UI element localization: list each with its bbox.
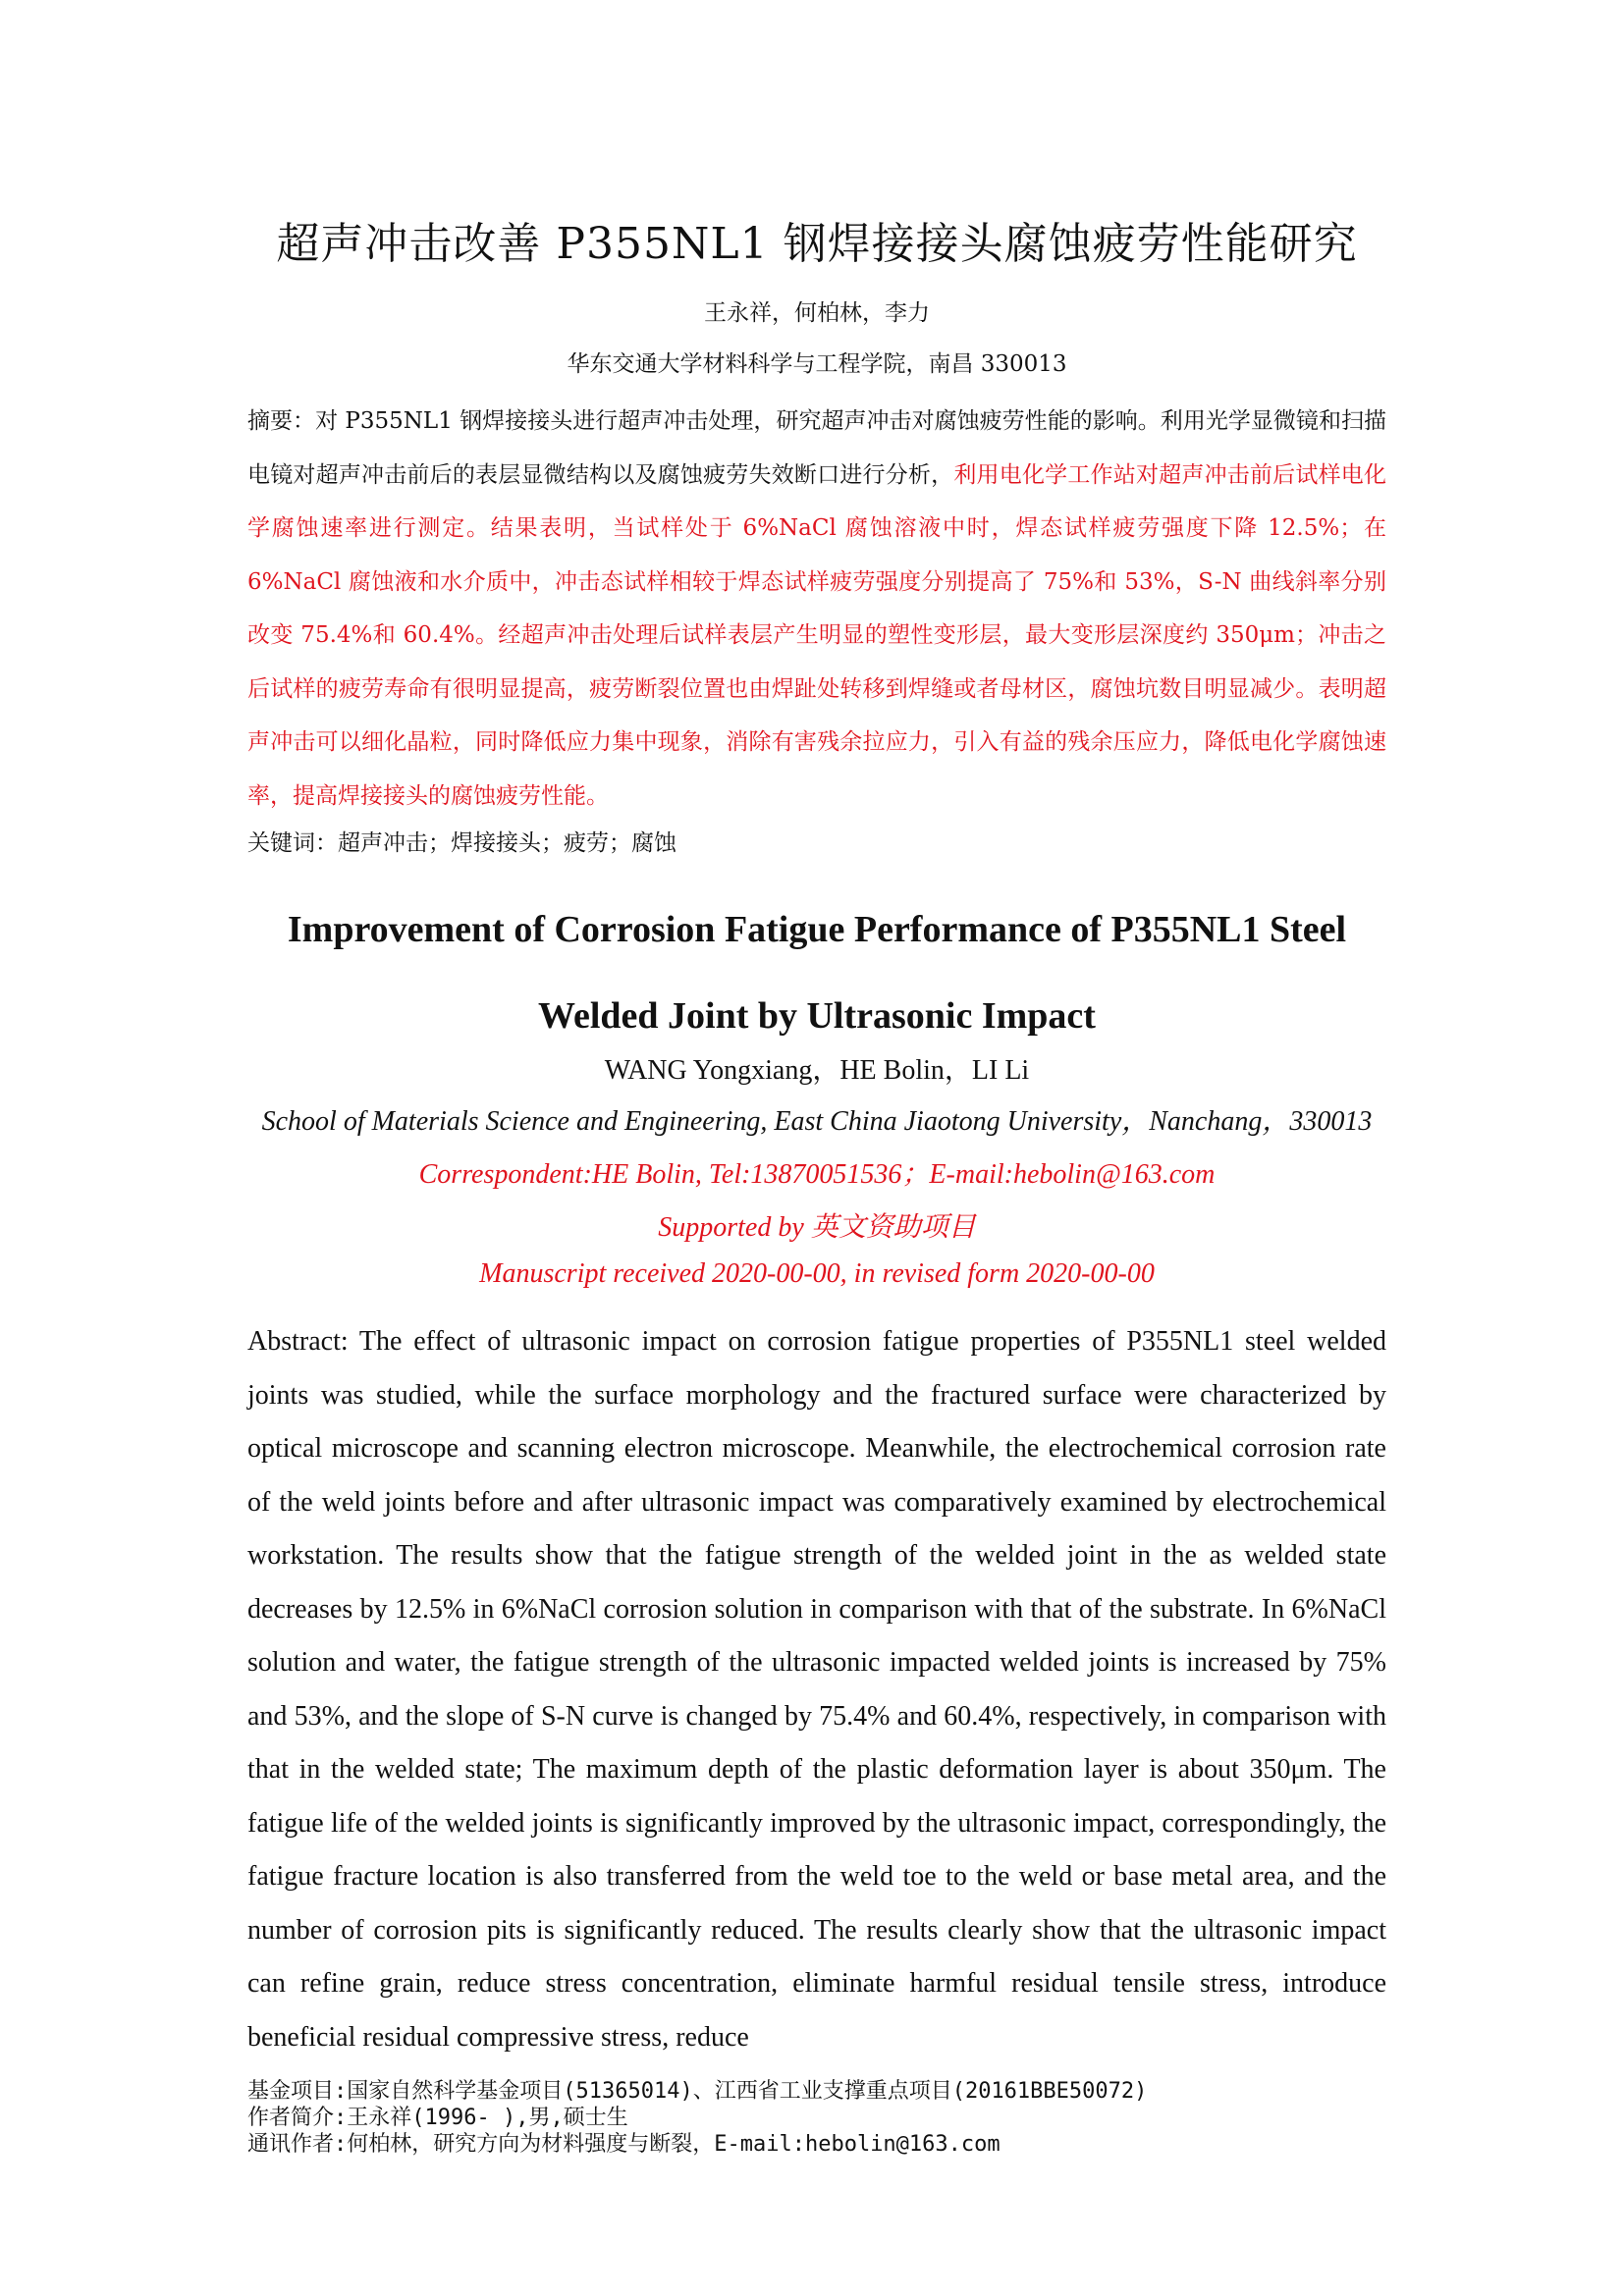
footnote-correspondent: 通讯作者:何柏林，研究方向为材料强度与断裂，E-mail:hebolin@163.com — [247, 2132, 1001, 2157]
footnotes — [247, 2078, 1386, 2158]
english-supported-by: Supported by 英文资助项目 — [658, 1212, 976, 1243]
footnote-funding: 基金项目:国家自然科学基金项目(51365014)、江西省工业支撑重点项目(20161BBE50072) — [247, 2079, 1148, 2104]
chinese-keywords: 关键词：超声冲击；焊接接头；疲劳；腐蚀 — [247, 830, 676, 856]
chinese-authors: 王永祥，何柏林，李力 — [704, 300, 930, 326]
chinese-affiliation: 华东交通大学材料科学与工程学院，南昌 330013 — [567, 351, 1067, 377]
chinese-abstract — [247, 395, 1386, 823]
english-correspondent: Correspondent:HE Bolin, Tel:13870051536；E-mail:hebolin@163.com — [418, 1159, 1216, 1190]
english-affiliation: School of Materials Science and Engineering, East China Jiaotong University，Nanchang，330013 — [261, 1106, 1373, 1137]
chinese-abstract-part-black: 摘要：对 P355NL1 钢焊接接头进行超声冲击处理，研究超声冲击对腐蚀疲劳性能的影响。利用光学显微镜和扫描电镜对超声冲击前后的表层显微结构以及腐蚀疲劳失效断口进行分析， — [247, 408, 1386, 488]
english-title: Improvement of Corrosion Fatigue Performance of P355NL1 Steel Welded Joint by Ultrasonic Impact — [287, 909, 1347, 1037]
english-abstract: Abstract: The effect of ultrasonic impact on corrosion fatigue properties of P355NL1 steel welded joints was studied, while the surface morphology and the fractured surface were characterized by optical microscope and scanning electron microscope. Meanwhile, the electrochemical corrosion rate of the weld joints before and after ultrasonic impact was comparatively examined by electrochemical workstation. The results show that the fatigue strength of the welded joint in the as welded state decreases by 12.5% in 6%NaCl corrosion solution in comparison with that of the substrate. In 6%NaCl solution and water, the fatigue strength of the ultrasonic impacted welded joints is increased by 75% and 53%, and the slope of S-N curve is changed by 75.4% and 60.4%, respectively, in comparison with that in the welded state; The maximum depth of the plastic deformation layer is about 350μm. The fatigue life of the welded joints is significantly improved by the ultrasonic impact, correspondingly, the fatigue fracture location is also transferred from the weld toe to the weld or base metal area, and the number of corrosion pits is significantly reduced. The results clearly show that the ultrasonic impact can refine grain, reduce stress concentration, eliminate harmful residual tensile stress, introduce beneficial residual compressive stress, reduce — [247, 1326, 1386, 2053]
chinese-title: 超声冲击改善 P355NL1 钢焊接接头腐蚀疲劳性能研究 — [276, 219, 1358, 269]
chinese-abstract-part-red: 利用电化学工作站对超声冲击前后试样电化学腐蚀速率进行测定。结果表明，当试样处于 6%NaCl 腐蚀溶液中时，焊态试样疲劳强度下降 12.5%；在 6%NaCl 腐蚀液和水介质中，冲击态试样相较于焊态试样疲劳强度分别提高了 75%和 53%，S-N 曲线斜率分别改变 75.4%和 60.4%。经超声冲击处理后试样表层产生明显的塑性变形层，最大变形层深度约 350μm；冲击之后试样的疲劳寿命有很明显提高，疲劳断裂位置也由焊趾处转移到焊缝或者母材区，腐蚀坑数目明显减少。表明超声冲击可以细化晶粒，同时降低应力集中现象，消除有害残余拉应力，引入有益的残余压应力，降低电化学腐蚀速率，提高焊接接头的腐蚀疲劳性能。 — [247, 461, 1387, 809]
english-authors: WANG Yongxiang，HE Bolin，LI Li — [604, 1055, 1030, 1086]
footnote-author-bio: 作者简介:王永祥(1996- ),男,硕士生 — [247, 2106, 628, 2130]
english-manuscript-received: Manuscript received 2020-00-00, in revised form 2020-00-00 — [479, 1258, 1155, 1289]
